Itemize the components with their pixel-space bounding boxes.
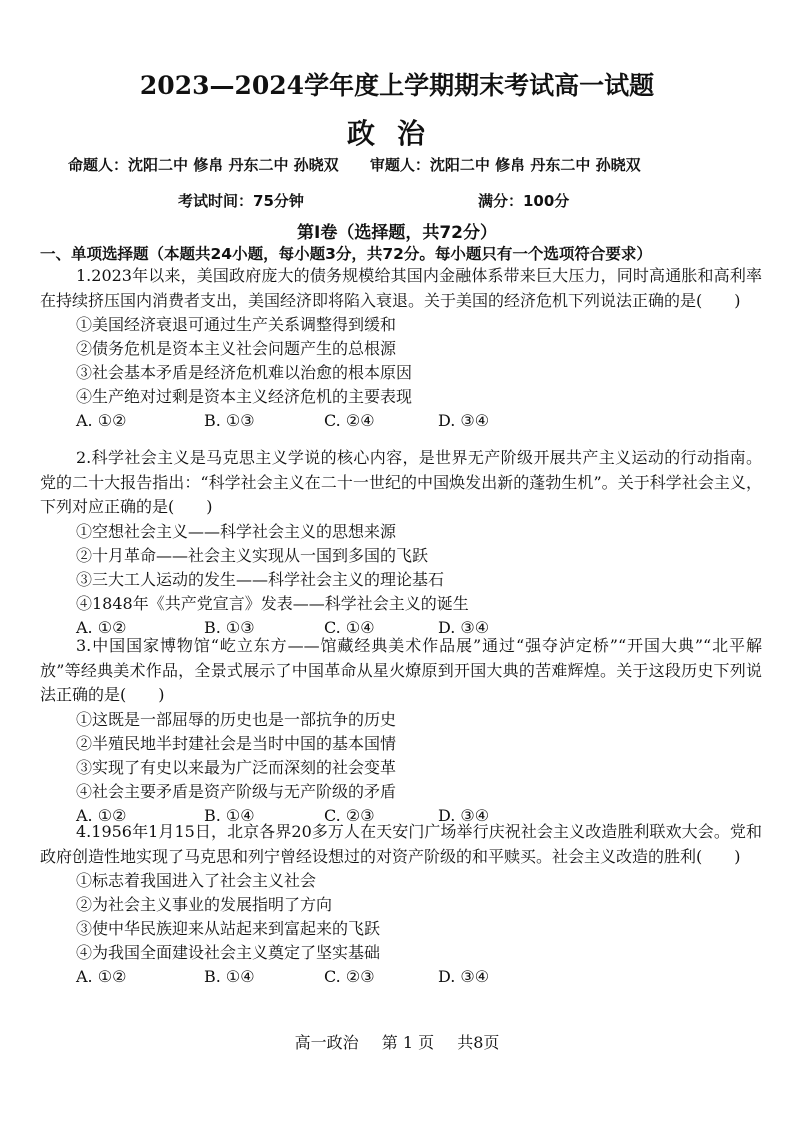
choice-d: D. ③④ [438,411,490,430]
statement-option: ④为我国全面建设社会主义奠定了坚实基础 [76,943,381,962]
exam-title: 2023—2024学年度上学期期末考试高一试题 [139,71,655,100]
statement-option: ②为社会主义事业的发展指明了方向 [76,895,333,914]
choice-a: A. ①② [76,411,127,430]
choice-b: B. ①③ [204,411,255,430]
choice-c: C. ②③ [324,967,375,986]
statement-option: ④社会主要矛盾是资产阶级与无产阶级的矛盾 [76,781,397,801]
exam-time: 考试时间：75分钟 [178,192,304,210]
choice-a: A. ①② [76,967,127,986]
subject-title: 政治 [346,117,447,150]
choice-b: B. ①④ [204,967,255,986]
footer-course: 高一政治 [294,1033,359,1052]
footer-page-number: 第 1 页 [381,1033,435,1052]
statement-option: ③社会基本矛盾是经济危机难以治愈的根本原因 [76,363,413,382]
statement-option: ③实现了有史以来最为广泛而深刻的社会变革 [76,757,397,777]
statement-option: ①空想社会主义——科学社会主义的思想来源 [76,521,397,541]
statement-option: ②债务危机是资本主义社会问题产生的总根源 [76,339,397,358]
question-1 [40,264,762,433]
answer-choices [40,409,762,433]
statement-option: ④生产绝对过剩是资本主义经济危机的主要表现 [76,387,413,406]
author-line: 命题人：沈阳二中 修帛 丹东二中 孙晓双 [68,156,339,174]
reviewer-line: 审题人：沈阳二中 修帛 丹东二中 孙晓双 [369,156,641,174]
choice-b: B. ①③ [204,617,255,637]
question-stem: 4.1956年1月15日，北京各界20多万人在天安门广场举行庆祝社会主义改造胜利联欢大会。党和政府创造性地实现了马克思和列宁曾经设想过的对资产阶级的和平赎买。社会主义改造的胜利( ) [40,822,762,866]
question-stem: 1.2023年以来，美国政府庞大的债务规模给其国内金融体系带来巨大压力，同时高通胀和高利率在持续挤压国内消费者支出，美国经济即将陷入衰退。关于美国的经济危机下列说法正确的是( ) [40,266,762,310]
choice-a: A. ①② [76,617,127,637]
choice-c: C. ①④ [324,617,375,637]
choice-c: C. ②④ [324,411,375,430]
page-footer [0,1030,794,1053]
choice-d: D. ③④ [438,805,490,825]
choice-c: C. ②③ [324,805,375,825]
question-3 [40,634,762,828]
author-info [68,154,748,175]
statement-option: ④1848年《共产党宣言》发表——科学社会主义的诞生 [76,593,469,613]
question-stem: 3.中国国家博物馆“屹立东方——馆藏经典美术作品展”通过“强夺泸定桥”“开国大典”“北平解放”等经典美术作品，全景式展示了中国革命从星火燎原到开国大典的苦难辉煌。关于这段历史下列说法正确的是( ) [40,636,762,704]
statement-option: ②半殖民地半封建社会是当时中国的基本国情 [76,733,397,753]
question-stem: 2.科学社会主义是马克思主义学说的核心内容，是世界无产阶级开展共产主义运动的行动指南。党的二十大报告指出：“科学社会主义在二十一世纪的中国焕发出新的蓬勃生机”。关于科学社会主义，下列对应正确的是( ) [40,448,762,516]
choice-d: D. ③④ [438,967,490,986]
volume-title: 第Ⅰ卷（选择题，共72分） [297,223,497,243]
statement-option: ③三大工人运动的发生——科学社会主义的理论基石 [76,569,445,589]
full-score: 满分：100分 [478,192,570,210]
footer-total-pages: 共8页 [457,1033,500,1052]
choice-a: A. ①② [76,805,127,825]
question-2 [40,446,762,640]
statement-option: ①标志着我国进入了社会主义社会 [76,871,317,890]
section-title: 一、单项选择题（本题共24小题，每小题3分，共72分。每小题只有一个选项符合要求） [40,245,652,263]
statement-option: ③使中华民族迎来从站起来到富起来的飞跃 [76,919,381,938]
choice-d: D. ③④ [438,617,490,637]
statement-option: ②十月革命——社会主义实现从一国到多国的飞跃 [76,545,429,565]
statement-option: ①这既是一部屈辱的历史也是一部抗争的历史 [76,709,397,729]
statement-option: ①美国经济衰退可通过生产关系调整得到缓和 [76,315,397,334]
choice-b: B. ①④ [204,805,255,825]
question-4 [40,820,762,989]
answer-choices [40,965,762,989]
